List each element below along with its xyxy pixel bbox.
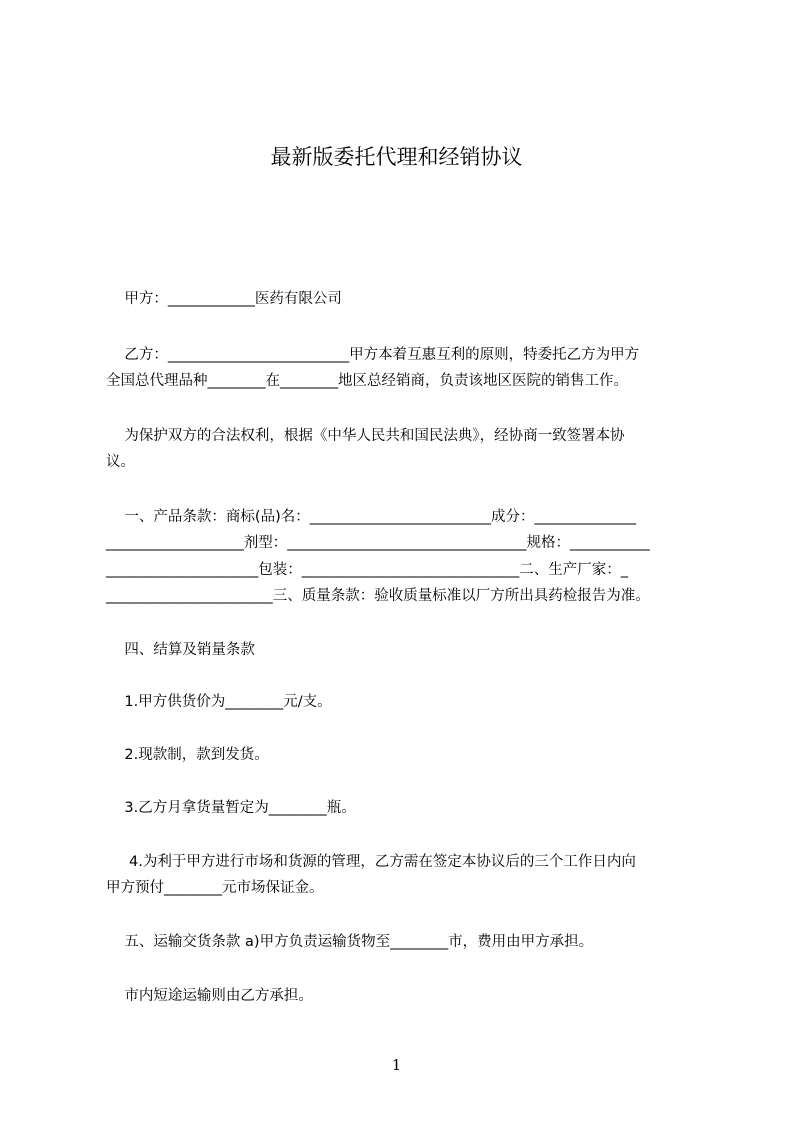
party-a-line: 甲方：____________医药有限公司	[106, 291, 342, 307]
product-terms-line-3: _____________________包装：______________________________二、生产厂家：_	[106, 562, 628, 578]
clause-4-1: 1.甲方供货价为________元/支。	[106, 694, 332, 710]
purpose-line-2: 议。	[106, 454, 135, 470]
product-terms-line: 一、产品条款：商标(品)名：_________________________成分：______________	[106, 509, 636, 525]
product-terms-line-2: ___________________剂型：_________________________________规格：___________	[106, 535, 650, 551]
purpose-line: 为保护双方的合法权利，根据《中华人民共和国民法典》，经协商一致签署本协	[106, 428, 625, 444]
party-b-line: 乙方：_________________________甲方本着互惠互利的原则，特委托乙方为甲方	[106, 347, 640, 363]
page-number: 1	[391, 1056, 402, 1074]
document-title: 最新版委托代理和经销协议	[270, 145, 523, 169]
clause-4-4: 4.为利于甲方进行市场和货源的管理，乙方需在签定本协议后的三个工作日内向	[106, 854, 636, 870]
clause-4-2: 2.现款制，款到发货。	[106, 747, 269, 763]
section-four-heading: 四、结算及销量条款	[106, 642, 255, 658]
clause-4-3: 3.乙方月拿货量暂定为________瓶。	[106, 800, 356, 816]
clause-4-4-continued: 甲方预付________元市场保证金。	[106, 880, 324, 896]
transport-terms-line-2: 市内短途运输则由乙方承担。	[106, 988, 313, 1004]
transport-terms-line: 五、运输交货条款 a)甲方负责运输货物至________市，费用由甲方承担。	[106, 934, 594, 950]
party-b-line-2: 全国总代理品种________在________地区总经销商，负责该地区医院的销售工作。	[106, 373, 628, 389]
quality-terms-line: _______________________三、质量条款：验收质量标准以厂方所出具药检报告为准。	[106, 588, 650, 604]
